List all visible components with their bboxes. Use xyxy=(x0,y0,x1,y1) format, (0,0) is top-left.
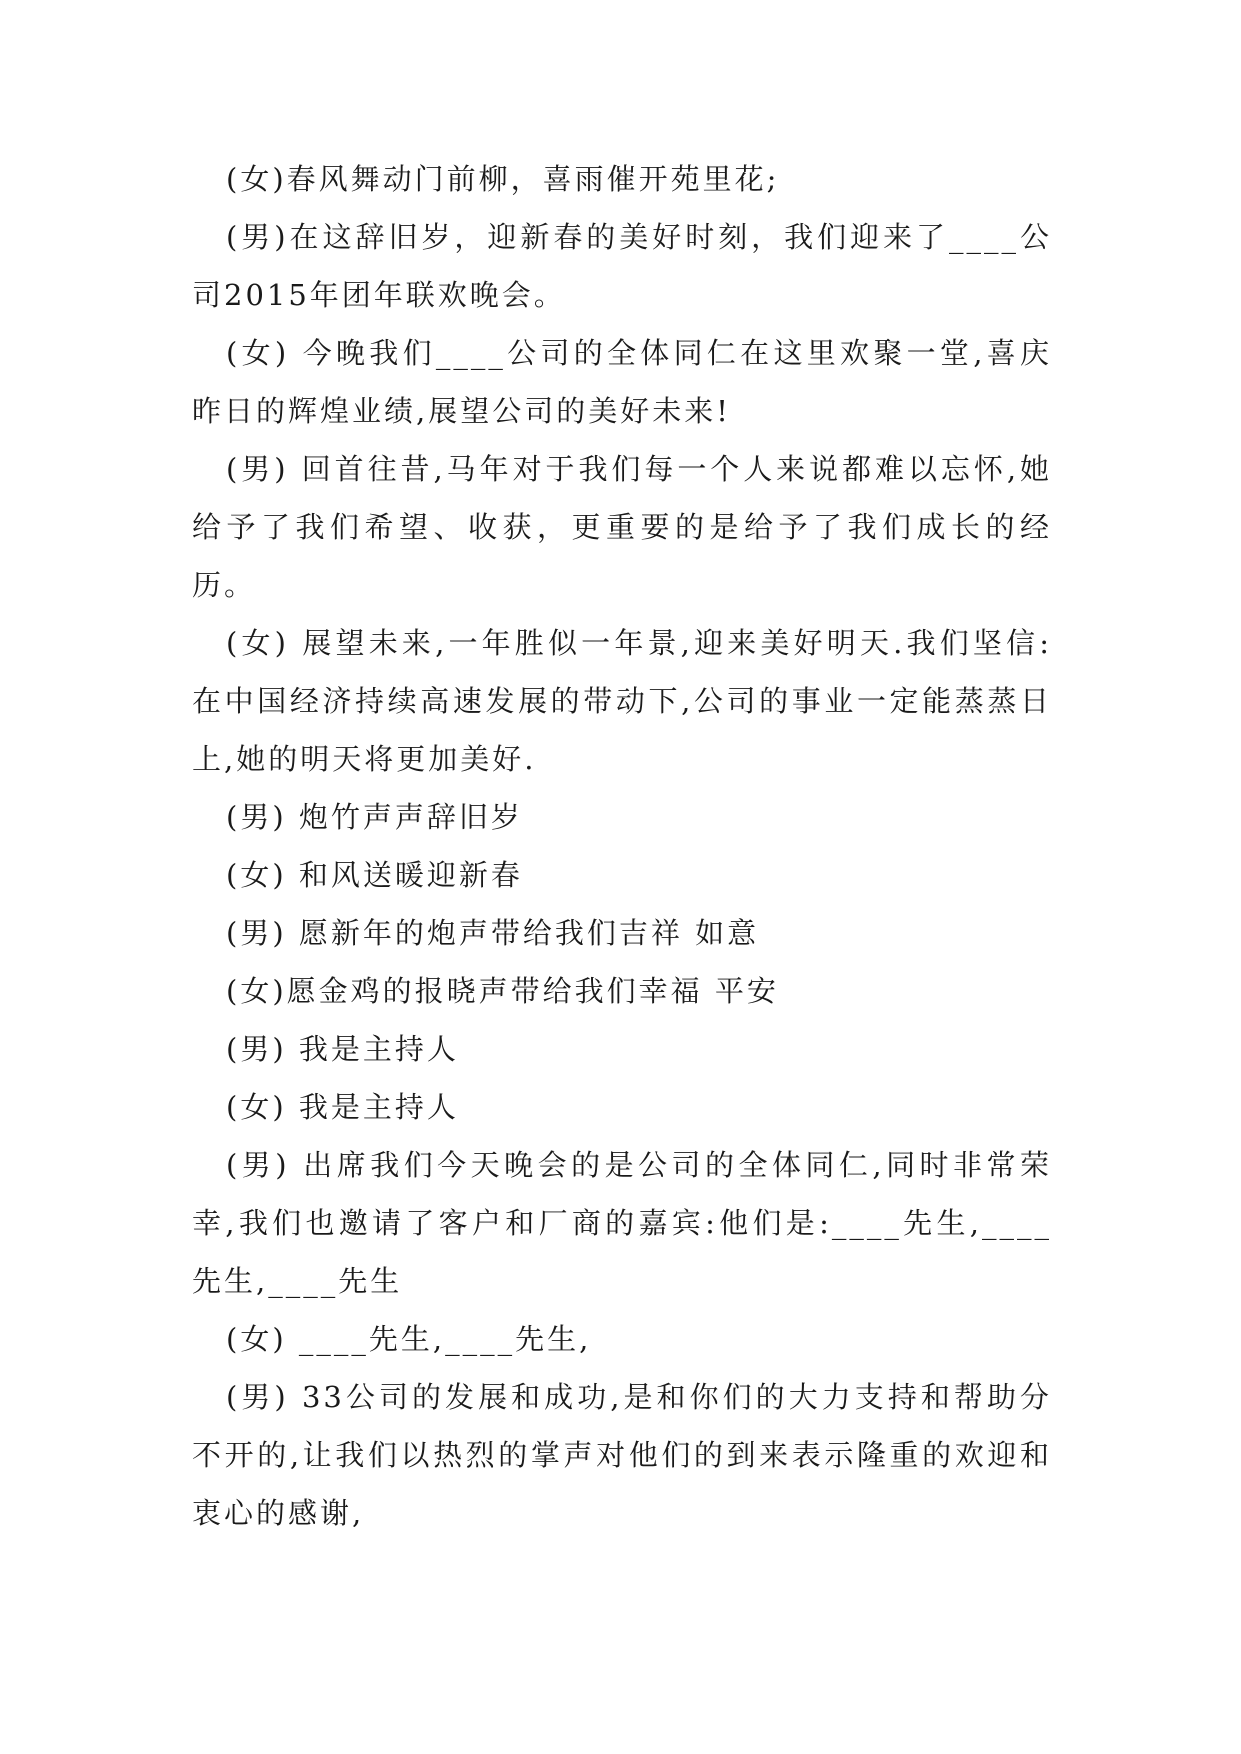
paragraph: (女) 我是主持人 xyxy=(226,1090,459,1124)
paragraph: (男) 我是主持人 xyxy=(226,1032,459,1066)
paragraph: (女)春风舞动门前柳，喜雨催开苑里花; xyxy=(226,162,780,196)
paragraph: (男) 33公司的发展和成功,是和你们的大力支持和帮助分不开的,让我们以热烈的掌声对他们的到来表示隆重的欢迎和衷心的感谢, xyxy=(192,1380,1052,1530)
paragraph: (女) 和风送暖迎新春 xyxy=(226,858,523,892)
paragraph: (男) 炮竹声声辞旧岁 xyxy=(226,800,523,834)
paragraph: (女) 今晚我们____公司的全体同仁在这里欢聚一堂,喜庆昨日的辉煌业绩,展望公司的美好未来! xyxy=(192,336,1052,428)
paragraph: (女)愿金鸡的报晓声带给我们幸福 平安 xyxy=(226,974,779,1008)
paragraph: (女) 展望未来,一年胜似一年景,迎来美好明天.我们坚信:在中国经济持续高速发展的带动下,公司的事业一定能蒸蒸日上,她的明天将更加美好. xyxy=(192,626,1052,776)
document-body xyxy=(192,150,1052,1542)
paragraph: (女) ____先生,____先生, xyxy=(226,1322,592,1356)
paragraph: (男) 回首往昔,马年对于我们每一个人来说都难以忘怀,她给予了我们希望、收获，更重要的是给予了我们成长的经历。 xyxy=(192,452,1052,602)
paragraph: (男) 愿新年的炮声带给我们吉祥 如意 xyxy=(226,916,760,950)
paragraph: (男) 出席我们今天晚会的是公司的全体同仁,同时非常荣幸,我们也邀请了客户和厂商的嘉宾:他们是:____先生,____先生,____先生 xyxy=(192,1148,1052,1298)
paragraph: (男)在这辞旧岁，迎新春的美好时刻，我们迎来了____公司2015年团年联欢晚会。 xyxy=(192,220,1052,312)
